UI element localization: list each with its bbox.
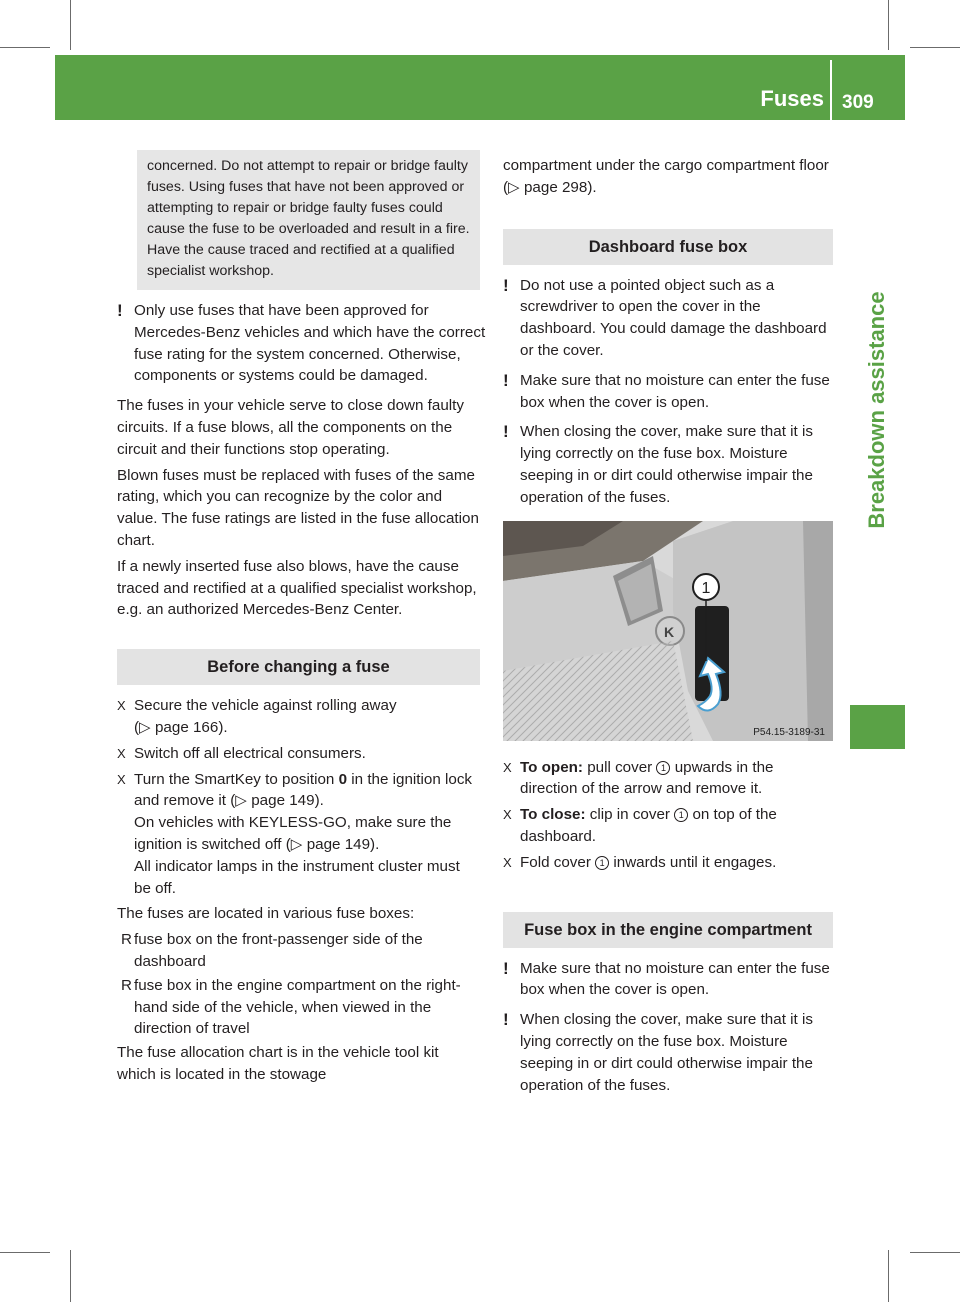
page-reference[interactable]: page 166	[154, 718, 219, 736]
column-left	[117, 150, 486, 1090]
exclamation-icon: !	[117, 301, 123, 320]
step	[503, 852, 833, 874]
notice	[117, 300, 497, 387]
crop-mark	[70, 1250, 71, 1302]
ref-arrow-icon: (▷	[285, 835, 303, 853]
ref-arrow-icon: (▷	[503, 178, 520, 196]
exclamation-icon: !	[503, 275, 509, 295]
ref-arrow-icon: (▷	[230, 792, 247, 810]
svg-text:K: K	[664, 623, 675, 640]
step-arrow-icon: X	[117, 771, 126, 787]
callout-marker: 1	[674, 808, 688, 822]
step-text: Secure the vehicle against rolling away	[134, 697, 397, 715]
crop-mark	[70, 0, 71, 50]
fuse-box-illustration	[503, 521, 833, 741]
notice-text: Do not use a pointed object such as a screwdriver to open the cover in the dashboard. You could damage the dashboard or the cover.	[520, 276, 827, 359]
crop-mark	[888, 0, 889, 50]
step-text: Turn the SmartKey to position	[134, 770, 335, 788]
list-item-text: fuse box in the engine compartment on the right-hand side of the vehicle, when viewed in the direction of travel	[134, 976, 461, 1038]
ref-arrow-icon: (▷	[134, 718, 151, 736]
crop-mark	[910, 1252, 960, 1253]
step-label: To open:	[520, 758, 583, 776]
notice-text: Make sure that no moisture can enter the fuse box when the cover is open.	[520, 959, 830, 999]
list-item	[117, 929, 480, 973]
step-text: in the ignition lock and remove it	[134, 770, 473, 810]
paragraph-text: compartment under the cargo compartment floor	[503, 157, 829, 174]
section-heading: Dashboard fuse box	[503, 229, 833, 265]
paragraph: The fuse allocation chart is in the vehicle tool kit which is located in the stowage	[117, 1044, 439, 1083]
chapter-label: Breakdown assistance	[864, 291, 889, 529]
notice	[503, 370, 833, 414]
bullet-icon: R	[121, 976, 132, 994]
step	[503, 757, 833, 801]
step	[503, 804, 833, 848]
step-text: Switch off all electrical consumers.	[134, 744, 366, 762]
chapter-tab-marker	[850, 705, 905, 749]
paragraph: The fuses in your vehicle serve to close down faulty circuits. If a fuse blows, all the components on the circuit and their functions stop operating.	[117, 397, 464, 458]
step-text: On vehicles with KEYLESS-GO, make sure the ignition is switched off	[134, 814, 452, 853]
step	[117, 743, 480, 765]
notice	[503, 958, 833, 1002]
section-heading: Before changing a fuse	[117, 649, 480, 685]
figure-callout-number: 1	[701, 579, 711, 597]
column-right	[503, 155, 833, 1104]
step-text: upwards in the direction of the arrow and remove it.	[520, 758, 774, 798]
section-heading: Fuse box in the engine compartment	[503, 912, 833, 948]
page-number: 309	[842, 92, 874, 113]
header-divider	[830, 60, 832, 120]
dashboard-fuse-box-figure	[503, 521, 833, 741]
crop-mark	[888, 1250, 889, 1302]
crop-mark	[0, 47, 50, 48]
step: X Secure the vehicle against rolling away (▷ page 166).	[117, 697, 397, 736]
paragraph: Blown fuses must be replaced with fuses of the same rating, which you can recognize by the color and value. The fuse ratings are listed in the fuse allocation chart.	[117, 466, 479, 549]
position-value: 0	[338, 770, 348, 788]
step-text: All indicator lamps in the instrument cluster must be off.	[134, 857, 460, 897]
notice-text: Make sure that no moisture can enter the fuse box when the cover is open.	[520, 371, 830, 411]
page-reference[interactable]: page 298	[523, 178, 588, 196]
notice	[503, 1009, 833, 1096]
page-reference[interactable]: page 149	[306, 835, 371, 853]
step-text: Fold cover	[520, 853, 591, 871]
list-item-text: fuse box on the front-passenger side of the dashboard	[134, 931, 423, 970]
step-text: inwards until it engages.	[613, 853, 777, 871]
bullet-icon: R	[121, 931, 132, 949]
notice	[503, 275, 833, 362]
crop-mark	[0, 1252, 50, 1253]
page-reference[interactable]: page 149	[251, 792, 315, 810]
step-arrow-icon: X	[117, 698, 126, 714]
step-arrow-icon: X	[503, 807, 512, 823]
notice	[503, 421, 833, 508]
step-text: pull cover	[587, 758, 653, 776]
notice-text: When closing the cover, make sure that it is lying correctly on the fuse box. Moisture seeping in or dirt could otherwise impair the operation of the fuses.	[520, 423, 813, 506]
callout-marker: 1	[595, 856, 609, 870]
step-label: To close:	[520, 806, 586, 824]
figure-code: P54.15-3189-31	[753, 726, 825, 738]
step-text: on top of the dashboard.	[520, 806, 777, 845]
list-item	[117, 975, 480, 1040]
notice-text: When closing the cover, make sure that it is lying correctly on the fuse box. Moisture seeping in or dirt could otherwise impair the operation of the fuses.	[520, 1011, 813, 1094]
notice-text: Only use fuses that have been approved for Mercedes-Benz vehicles and which have the correct fuse rating for the system concerned. Otherwise, components or systems could be damaged.	[134, 302, 486, 385]
crop-mark	[910, 47, 960, 48]
step-arrow-icon: X	[503, 854, 512, 870]
step-arrow-icon: X	[503, 759, 512, 775]
warning-box	[137, 150, 480, 290]
exclamation-icon: !	[503, 370, 509, 390]
exclamation-icon: !	[503, 1010, 509, 1030]
warning-text: concerned. Do not attempt to repair or bridge faulty fuses. Using fuses that have not been approved or attempting to repair or bridge faulty fuses could cause the fuse to be overloaded and result in a fire. Have the cause traced and rectified at a qualified specialist workshop.	[147, 158, 470, 279]
paragraph: compartment under the cargo compartment floor (▷ page 298).	[503, 157, 829, 196]
paragraph: If a newly inserted fuse also blows, have the cause traced and rectified at a qualified specialist workshop, e.g. an authorized Mercedes-Benz Center.	[117, 557, 477, 619]
exclamation-icon: !	[503, 422, 509, 442]
step-arrow-icon: X	[117, 745, 126, 761]
callout-marker: 1	[656, 761, 670, 775]
page-title: Fuses	[760, 86, 824, 111]
exclamation-icon: !	[503, 958, 509, 978]
paragraph: The fuses are located in various fuse boxes:	[117, 905, 415, 923]
step: X Turn the SmartKey to position 0 in the ignition lock and remove it (▷ page 149). On vehicles with KEYLESS-GO, make sure the ignition is switched off (▷ page 149). All indicator lamps in the instrument cluster must be off.	[117, 770, 473, 897]
step-text: clip in cover	[589, 806, 670, 824]
